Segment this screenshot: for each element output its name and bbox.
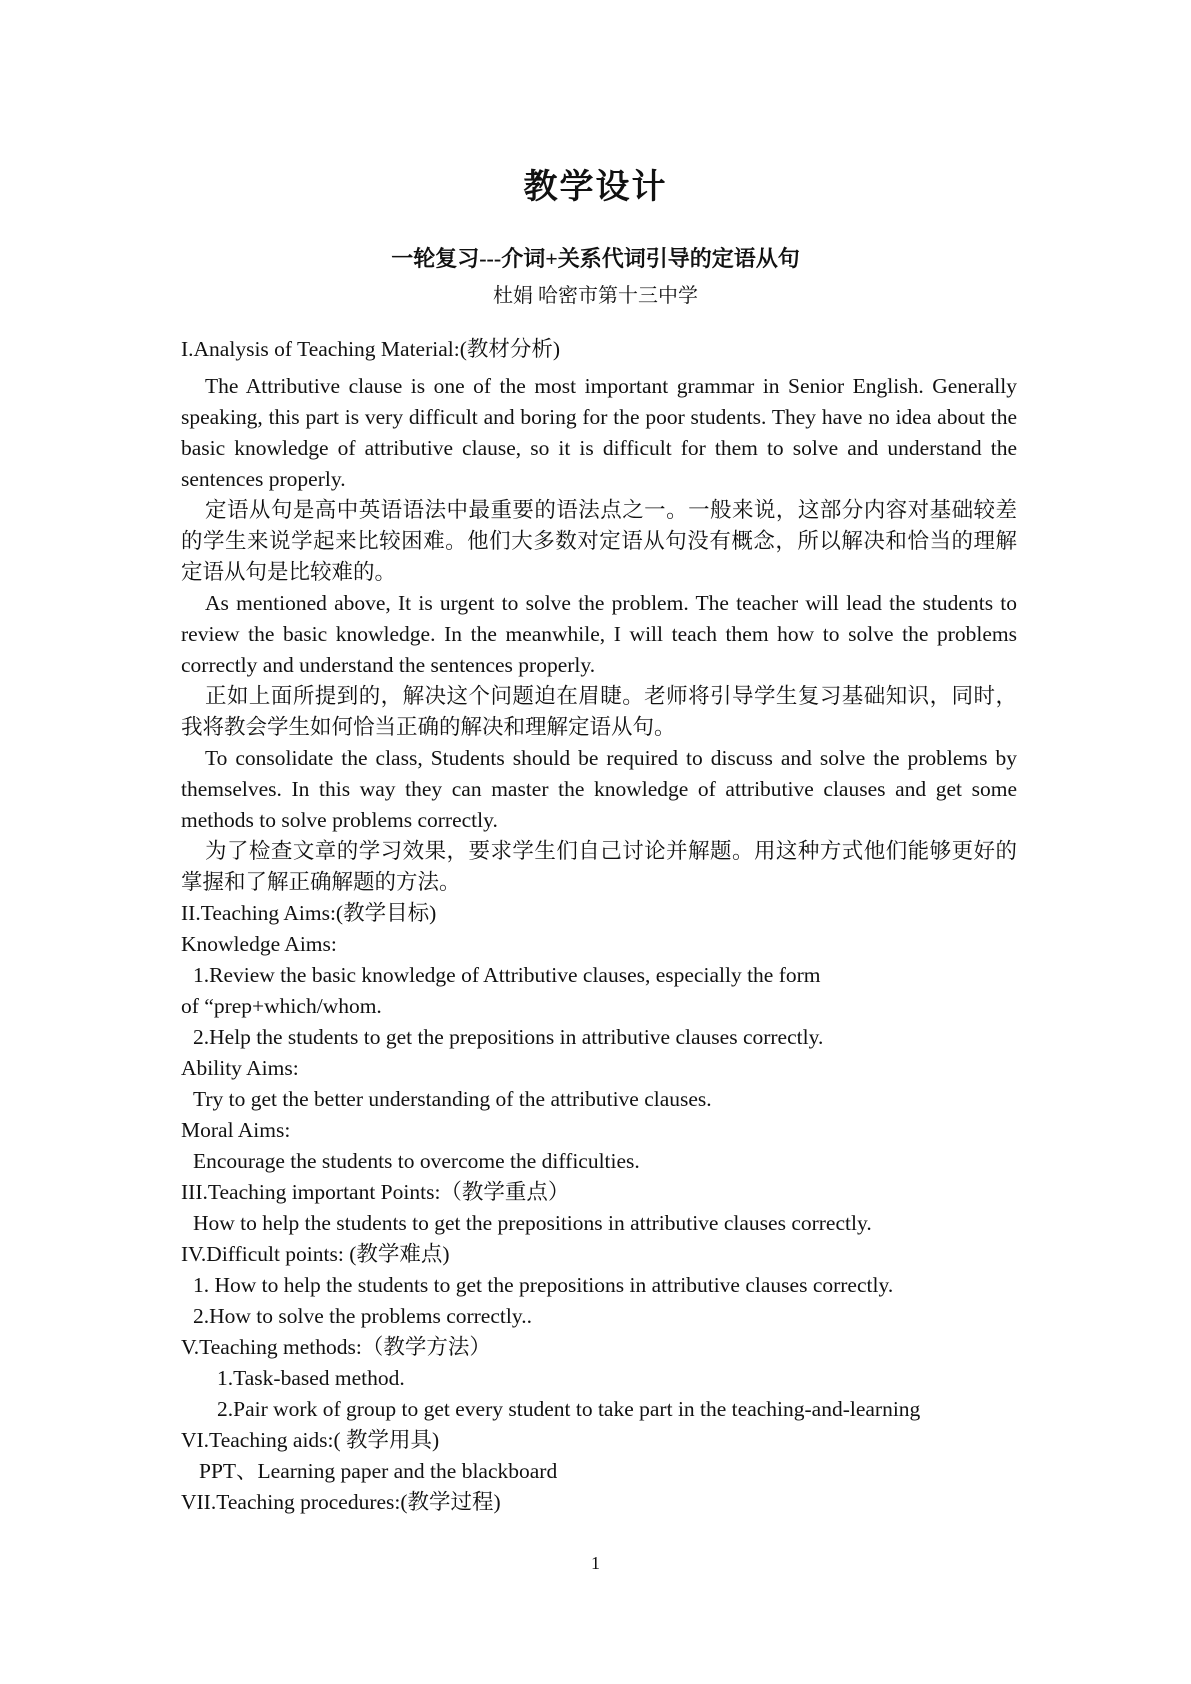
method-2: 2.Pair work of group to get every student to take part in the teaching-and-learning	[217, 1397, 921, 1421]
method-1: 1.Task-based method.	[217, 1366, 405, 1390]
section-heading-aims: II.Teaching Aims:(教学目标)	[181, 901, 437, 925]
paragraph-analysis-zh-1: 定语从句是高中英语语法中最重要的语法点之一。一般来说，这部分内容对基础较差的学生来说学起来比较困难。他们大多数对定语从句没有概念，所以解决和恰当的理解定语从句是比较难的。	[181, 498, 1017, 584]
page-number: 1	[591, 1553, 600, 1573]
paragraph-analysis-en-2: As mentioned above, It is urgent to solve the problem. The teacher will lead the students to review the basic knowledge. In the meanwhile, I will teach them how to solve the problems correctly and understand the sentences properly.	[181, 591, 1017, 677]
paragraph-analysis-zh-2: 正如上面所提到的，解决这个问题迫在眉睫。老师将引导学生复习基础知识，同时，我将教会学生如何恰当正确的解决和理解定语从句。	[181, 684, 1017, 739]
paragraph-analysis-zh-3: 为了检查文章的学习效果，要求学生们自己讨论并解题。用这种方式他们能够更好的掌握和了解正确解题的方法。	[181, 839, 1017, 894]
knowledge-aim-2: 2.Help the students to get the prepositions in attributive clauses correctly.	[193, 1025, 824, 1049]
section-heading-important-points: III.Teaching important Points:（教学重点）	[181, 1180, 570, 1204]
section-heading-analysis: I.Analysis of Teaching Material:(教材分析)	[181, 337, 561, 361]
subheading-moral-aims: Moral Aims:	[181, 1118, 291, 1142]
section-heading-procedures: VII.Teaching procedures:(教学过程)	[181, 1490, 501, 1514]
section-heading-methods: V.Teaching methods:（教学方法）	[181, 1335, 491, 1359]
knowledge-aim-1: 1.Review the basic knowledge of Attributive clauses, especially the form	[193, 963, 821, 987]
author-line: 杜娟 哈密市第十三中学	[493, 285, 698, 307]
subheading-ability-aims: Ability Aims:	[181, 1056, 299, 1080]
ability-aim-1: Try to get the better understanding of the attributive clauses.	[193, 1087, 712, 1111]
moral-aim-1: Encourage the students to overcome the difficulties.	[193, 1149, 640, 1173]
document-title: 教学设计	[523, 169, 668, 206]
aids-list: PPT、Learning paper and the blackboard	[199, 1459, 558, 1483]
important-point-1: How to help the students to get the prepositions in attributive clauses correctly.	[193, 1211, 872, 1235]
knowledge-aim-1-continued: of “prep+which/whom.	[181, 994, 382, 1018]
paragraph-analysis-en-1: The Attributive clause is one of the most important grammar in Senior English. Generally speaking, this part is very difficult and boring for the poor students. They have no idea about the basic knowledge of attributive clause, so it is difficult for them to solve and understand the sentences properly.	[181, 374, 1017, 491]
section-heading-difficult-points: IV.Difficult points: (教学难点)	[181, 1242, 450, 1266]
document-body	[181, 334, 1017, 1518]
document-subtitle: 一轮复习---介词+关系代词引导的定语从句	[391, 246, 800, 271]
section-heading-aids: VI.Teaching aids:( 教学用具)	[181, 1428, 440, 1452]
subheading-knowledge-aims: Knowledge Aims:	[181, 932, 337, 956]
difficult-point-2: 2.How to solve the problems correctly..	[193, 1304, 532, 1328]
difficult-point-1: 1. How to help the students to get the prepositions in attributive clauses correctly.	[193, 1273, 894, 1297]
paragraph-analysis-en-3: To consolidate the class, Students should be required to discuss and solve the problems by themselves. In this way they can master the knowledge of attributive clauses and get some methods to solve problems correctly.	[181, 746, 1017, 832]
